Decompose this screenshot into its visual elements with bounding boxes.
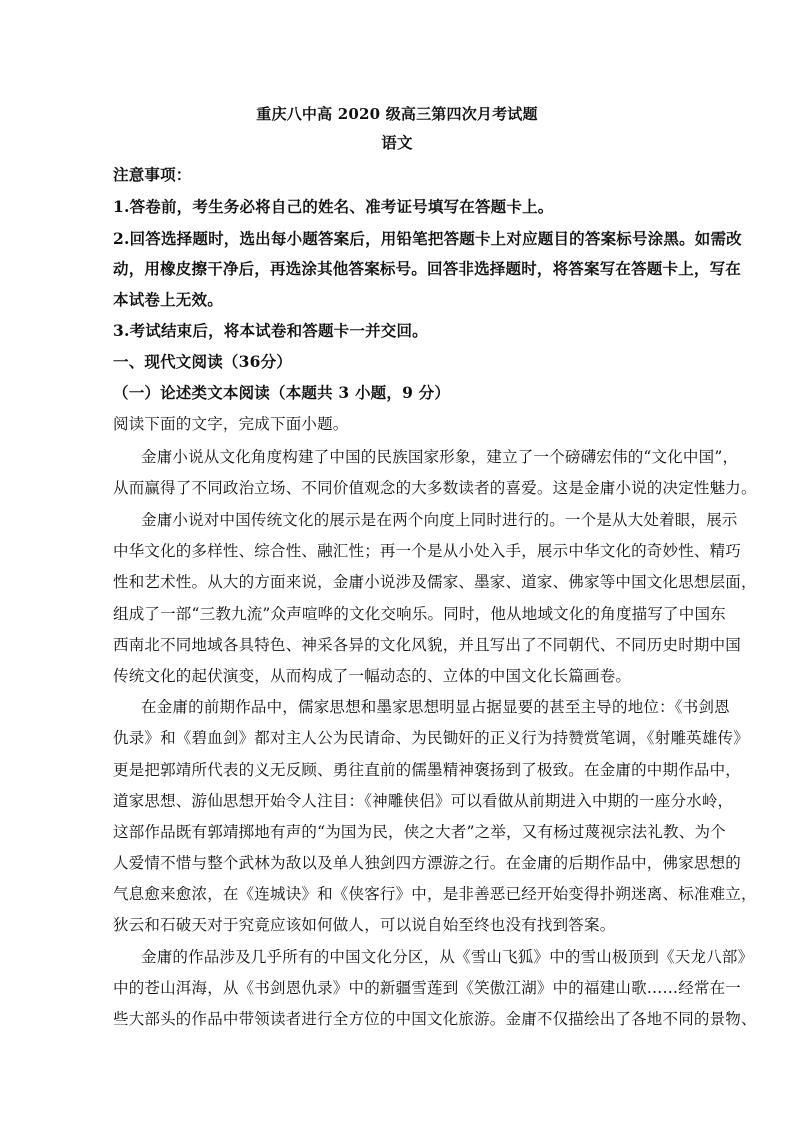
passage-line: 更是把郭靖所代表的义无反顾、勇往直前的儒墨精神褒扬到了极致。在金庸的中期作品中， <box>113 761 742 779</box>
passage-line: 狄云和石破天对于究竟应该如何做人，可以说自始至终也没有找到答案。 <box>113 916 616 934</box>
passage-line: 组成了一部“三教九流”众声喧哗的文化交响乐。同时，他从地域文化的角度描写了中国东 <box>113 605 726 623</box>
subject-title: 语文 <box>381 133 413 152</box>
passage-line: 金庸小说从文化角度构建了中国的民族国家形象，建立了一个磅礴宏伟的“文化中国”， <box>141 448 739 466</box>
passage-line: 道家思想、游仙思想开始令人注目：《神雕侠侣》可以看做从前期进入中期的一座分水岭， <box>113 792 734 810</box>
section-subheading: （一）论述类文本阅读（本题共 3 小题，9 分） <box>113 383 451 402</box>
passage-line: 人爱情不惜与整个武林为敌以及单人独剑四方漂游之行。在金庸的后期作品中，佛家思想的 <box>113 854 742 872</box>
passage-line: 气息愈来愈浓，在《连城诀》和《侠客行》中，是非善恶已经开始变得扑朔迷离、标准难立， <box>113 885 757 903</box>
passage-line: 金庸小说对中国传统文化的展示是在两个向度上同时进行的。一个是从大处着眼，展示 <box>141 511 738 529</box>
passage-line: 在金庸的前期作品中，儒家思想和墨家思想明显占据显要的甚至主导的地位：《书剑恩 <box>141 698 730 716</box>
notes-item-1: 1.答卷前，考生务必将自己的姓名、准考证号填写在答题卡上。 <box>113 197 554 216</box>
passage-line: 中的苍山洱海，从《书剑恩仇录》中的新疆雪莲到《笑傲江湖》中的福建山歌……经常在一 <box>113 979 742 997</box>
passage-line: 些大部头的作品中带领读者进行全方位的中国文化旅游。金庸不仅描绘出了各地不同的景物、 <box>113 1010 757 1028</box>
passage-line: 这部作品既有郭靖掷地有声的“为国为民，侠之大者”之举，又有杨过蔑视宗法礼教、为个 <box>113 823 726 841</box>
passage-line: 仇录》和《碧血剑》都对主人公为民请命、为民锄奸的正义行为持赞赏笔调，《射雕英雄传》 <box>113 729 749 747</box>
notes-item-2-line-1: 2.回答选择题时，选出每小题答案后，用铅笔把答题卡上对应题目的答案标号涂黑。如需改 <box>113 229 742 248</box>
passage-line: 中华文化的多样性、综合性、融汇性；再一个是从小处入手，展示中华文化的奇妙性、精巧 <box>113 542 742 560</box>
notes-item-2-line-3: 本试卷上无效。 <box>113 290 223 309</box>
passage-line: 从而赢得了不同政治立场、不同价值观念的大多数读者的喜爱。这是金庸小说的决定性魅力。 <box>113 479 757 497</box>
section-heading: 一、现代文阅读（36分） <box>113 352 292 371</box>
passage-line: 性和艺术性。从大的方面来说，金庸小说涉及儒家、墨家、道家、佛家等中国文化思想层面， <box>113 573 757 591</box>
notes-item-2-line-2: 动，用橡皮擦干净后，再选涂其他答案标号。回答非选择题时，将答案写在答题卡上，写在 <box>113 259 742 278</box>
passage-line: 金庸的作品涉及几乎所有的中国文化分区，从《雪山飞狐》中的雪山极顶到《天龙八部》 <box>141 948 754 966</box>
reading-instruction: 阅读下面的文字，完成下面小题。 <box>113 415 349 433</box>
passage-line: 西南北不同地域各具特色、神采各异的文化风貌，并且写出了不同朝代、不同历史时期中国 <box>113 636 742 654</box>
notes-heading: 注意事项： <box>113 165 192 184</box>
passage-line: 传统文化的起伏演变，从而构成了一幅动态的、立体的中国文化长篇画卷。 <box>113 667 632 685</box>
page-title: 重庆八中高 2020 级高三第四次月考试题 <box>256 105 538 123</box>
notes-item-3: 3.考试结束后，将本试卷和答题卡一并交回。 <box>113 321 428 340</box>
